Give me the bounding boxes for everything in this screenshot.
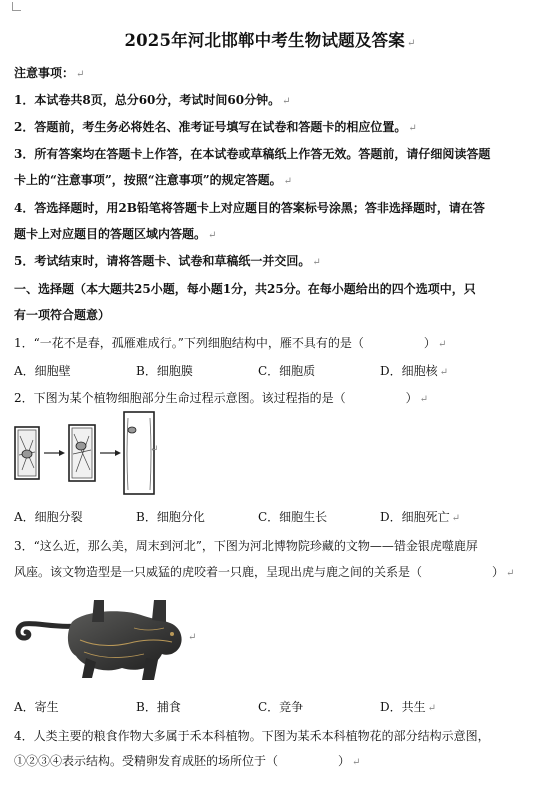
q3-option-a: A．寄生 bbox=[14, 700, 59, 714]
question-2-stem: 2．下图为某个植物细胞部分生命过程示意图。该过程指的是（ ） ↵ bbox=[14, 391, 429, 405]
section-heading: 有一项符合题意） bbox=[14, 308, 111, 322]
paragraph-mark: ↵ bbox=[150, 444, 159, 455]
small-plant-cell-icon bbox=[15, 427, 39, 479]
notice-line: 4．答选择题时，用2B铅笔将答题卡上对应题目的答案标号涂黑；答非选择题时，请在答 bbox=[14, 201, 485, 215]
q2-option-a: A．细胞分裂 bbox=[14, 510, 83, 524]
question-4-stem-line2: ①②③④表示结构。受精卵发育成胚的场所位于（ ） ↵ bbox=[14, 754, 361, 768]
arrow-right-icon bbox=[100, 450, 121, 456]
q3-option-d: D．共生 ↵ bbox=[380, 700, 437, 714]
notice-line: 1．本试卷共8页，总分60分，考试时间60分钟。 ↵ bbox=[14, 93, 291, 107]
cell-growth-diagram bbox=[14, 410, 164, 496]
notice-line: 题卡上对应题目的答题区域内答题。 ↵ bbox=[14, 227, 217, 241]
q3-option-b: B．捕食 bbox=[136, 700, 181, 714]
q1-option-b: B．细胞膜 bbox=[136, 364, 193, 378]
q1-option-a: A．细胞壁 bbox=[14, 364, 71, 378]
q3-option-c: C．竞争 bbox=[258, 700, 304, 714]
question-3-stem-line2: 风座。该文物造型是一只威猛的虎咬着一只鹿，呈现出虎与鹿之间的关系是（ ） ↵ bbox=[14, 565, 515, 579]
question-3-stem-line1: 3．“这么近，那么美，周末到河北”，下图为河北博物院珍藏的文物——错金银虎噬鹿屏 bbox=[14, 539, 478, 553]
corner-crop-mark bbox=[12, 2, 21, 11]
q1-option-d: D．细胞核 ↵ bbox=[380, 364, 449, 378]
notice-line: 卡上的“注意事项”，按照“注意事项”的规定答题。 ↵ bbox=[14, 173, 293, 187]
section-heading: 一、选择题（本大题共25小题，每小题1分，共25分。在每小题给出的四个选项中，只 bbox=[14, 282, 476, 296]
page-title: 2025年河北邯郸中考生物试题及答案 ↵ bbox=[124, 31, 416, 50]
notice-line: 2．答题前，考生务必将姓名、准考证号填写在试卷和答题卡的相应位置。 ↵ bbox=[14, 120, 417, 134]
notice-heading: 注意事项： ↵ bbox=[14, 66, 85, 80]
q2-option-c: C．细胞生长 bbox=[258, 510, 328, 524]
notice-line: 3．所有答案均在答题卡上作答，在本试卷或草稿纸上作答无效。答题前，请仔细阅读答题 bbox=[14, 147, 491, 161]
tiger-devouring-deer-artifact-image bbox=[14, 592, 197, 684]
arrow-right-icon bbox=[44, 450, 65, 456]
q2-option-b: B．细胞分化 bbox=[136, 510, 205, 524]
medium-plant-cell-icon bbox=[69, 425, 95, 481]
paragraph-mark: ↵ bbox=[188, 632, 197, 643]
notice-line: 5．考试结束时，请将答题卡、试卷和草稿纸一并交回。 ↵ bbox=[14, 254, 321, 268]
q2-option-d: D．细胞死亡 ↵ bbox=[380, 510, 461, 524]
question-1-stem: 1．“一花不是春，孤雁难成行。”下列细胞结构中，雁不具有的是（ ） ↵ bbox=[14, 336, 447, 350]
question-4-stem-line1: 4．人类主要的粮食作物大多属于禾本科植物。下图为某禾本科植物花的部分结构示意图， bbox=[14, 729, 490, 743]
q1-option-c: C．细胞质 bbox=[258, 364, 316, 378]
